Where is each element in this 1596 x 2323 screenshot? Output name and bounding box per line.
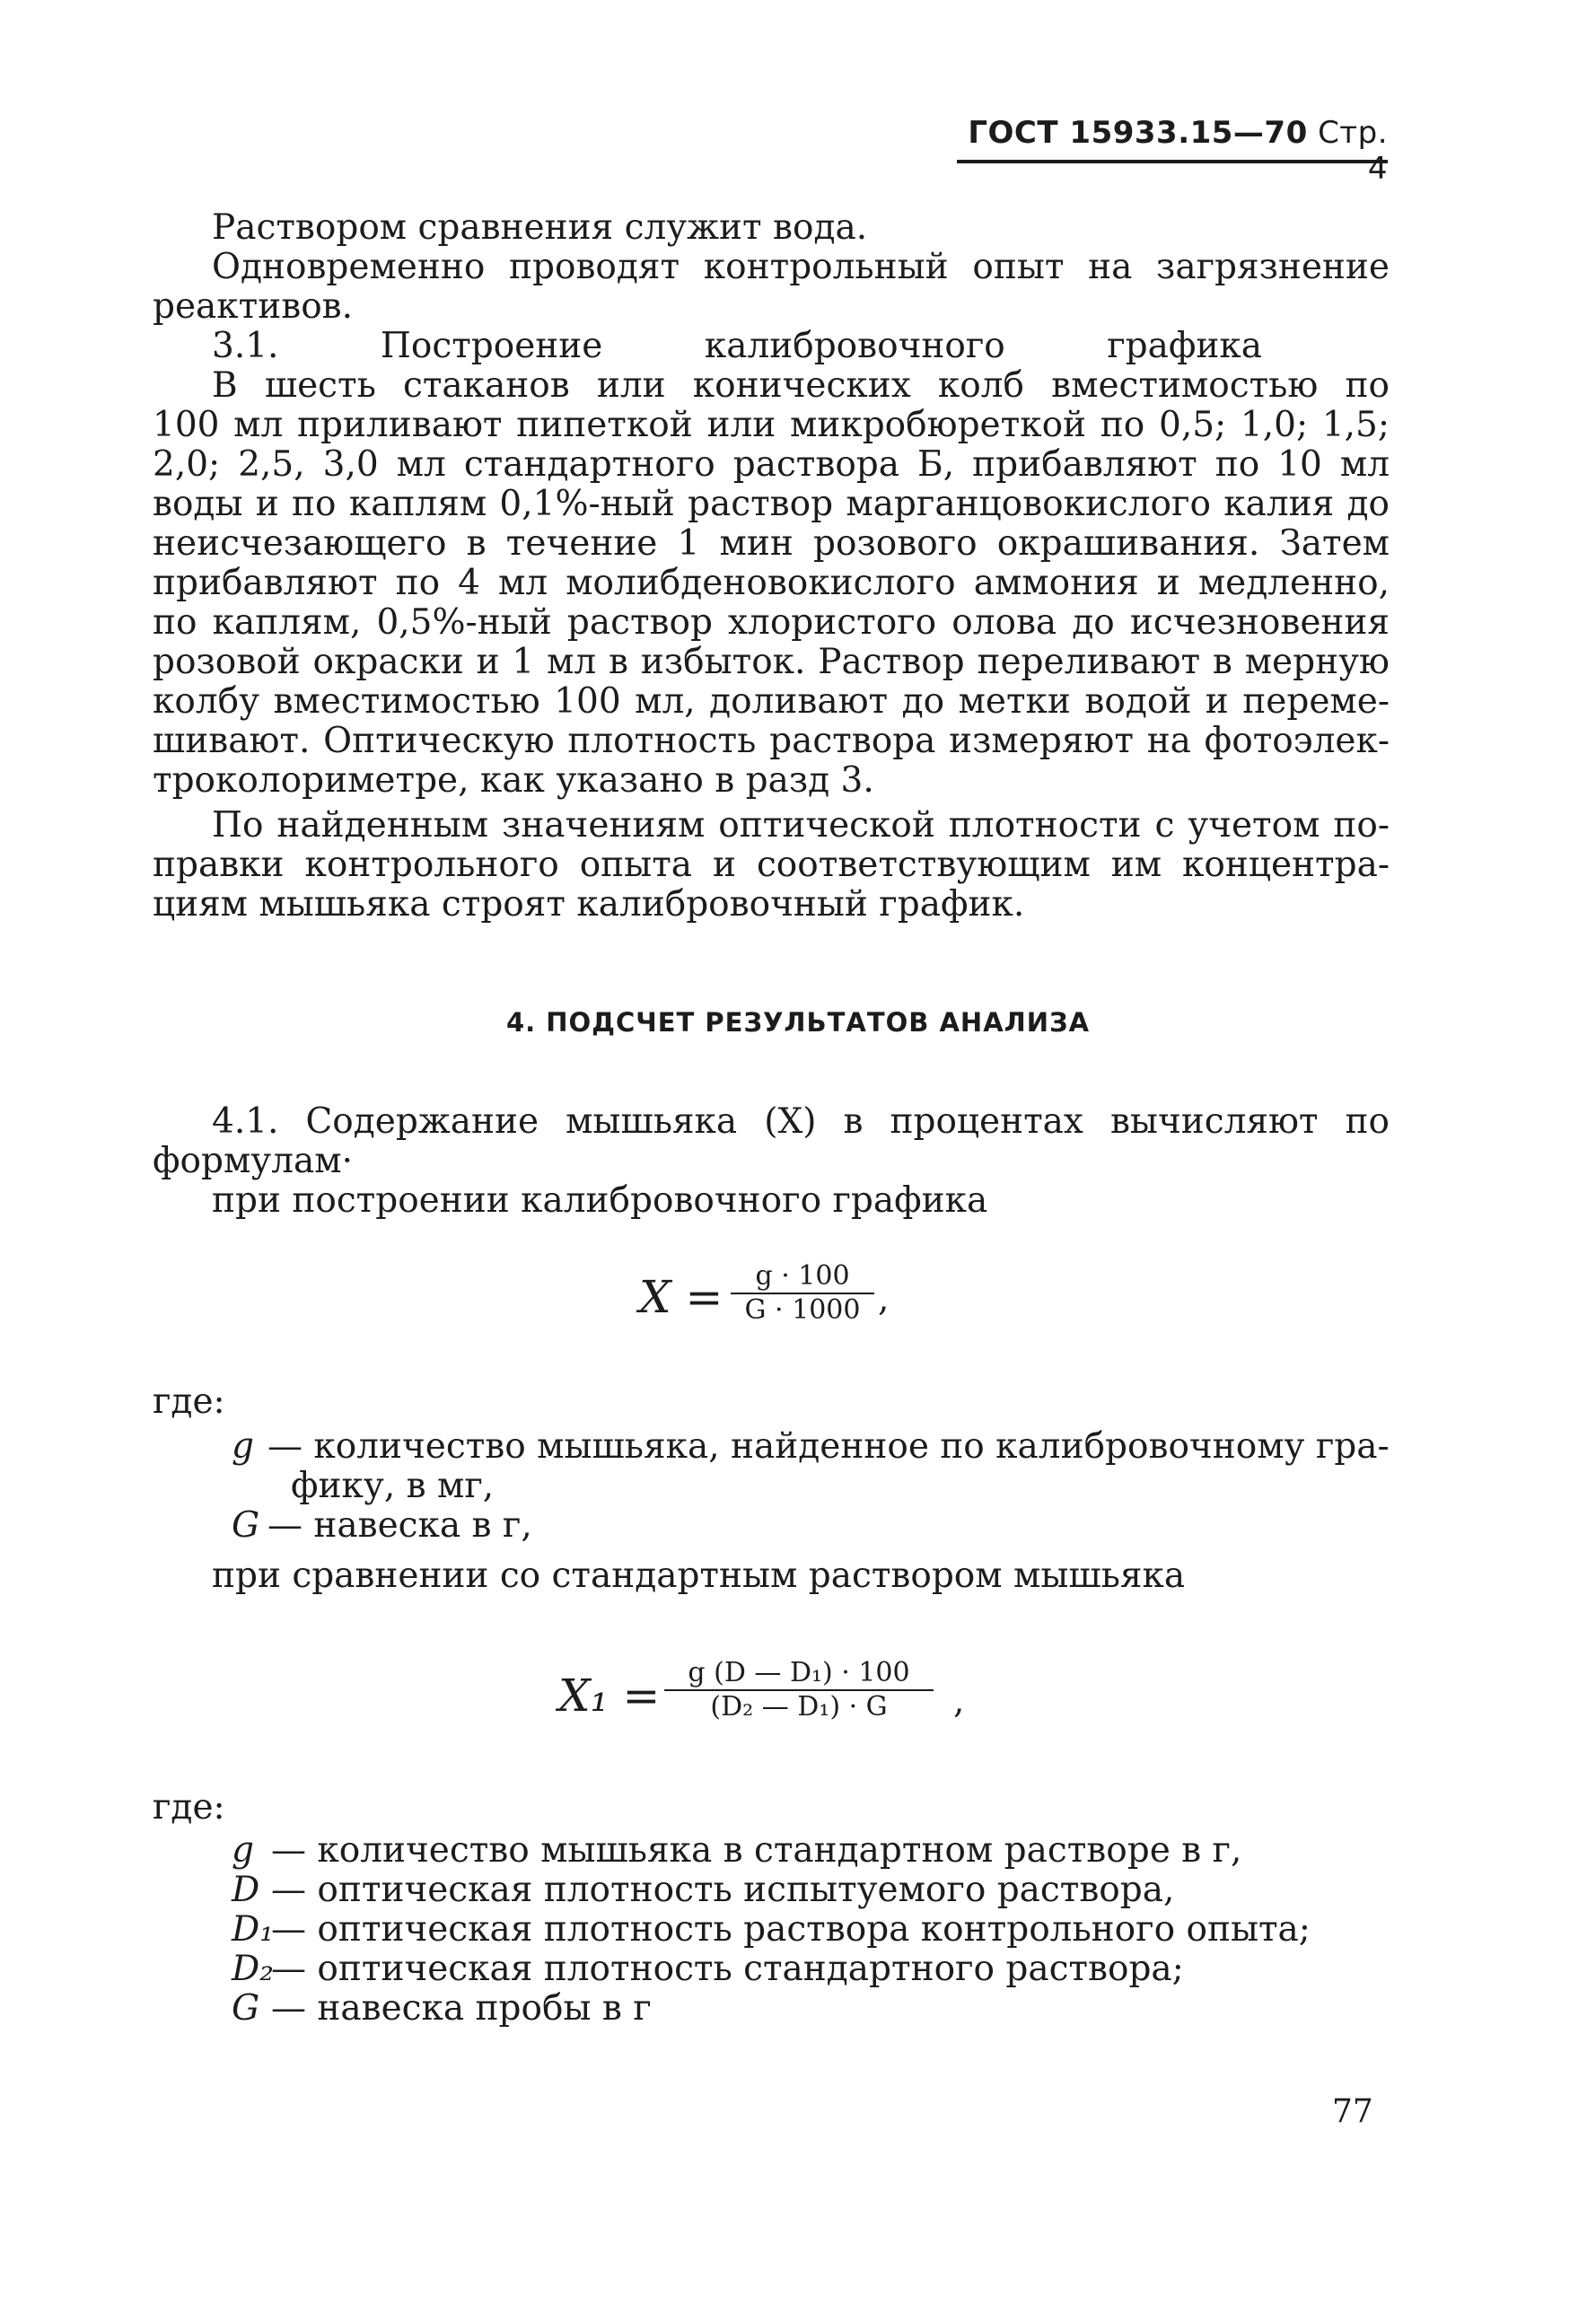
symbol: g (232, 1426, 254, 1467)
text-line: 2,0; 2,5, 3,0 мл стандартного раствора Б, прибавляют по 10 мл (153, 444, 1390, 485)
text-line: колбу вместимостью 100 мл, доливают до метки водой и переме- (153, 681, 1390, 722)
symbol: D₁ (232, 1909, 274, 1950)
definition-item (232, 1427, 1390, 1467)
formula-1 (634, 1253, 921, 1352)
text-line: троколориметре, как указано в разд 3. (153, 760, 874, 801)
text-line: розовой окраски и 1 мл в избыток. Раствор переливают в мерную (153, 642, 1390, 682)
symbol: G (232, 1505, 260, 1546)
symbol: D (232, 1870, 260, 1910)
definition-item (232, 1989, 1390, 2029)
text-line: прибавляют по 4 мл молибденовокислого аммония и медленно, (153, 563, 1390, 603)
page-header (957, 115, 1388, 187)
text-line: По найденным значениям оптической плотности с учетом по- (212, 805, 1390, 846)
section-title: 4. ПОДСЧЕТ РЕЗУЛЬТАТОВ АНАЛИЗА (505, 1007, 1091, 1038)
formula-comma: , (878, 1279, 890, 1319)
formula-lhs: X₁ = (558, 1670, 661, 1722)
formula-2 (558, 1650, 989, 1749)
definition-text: — оптическая плотность стандартного раствора; (271, 1949, 1184, 1989)
fraction (731, 1260, 874, 1327)
definitions-1 (232, 1427, 1390, 1546)
definitions-2 (232, 1831, 1390, 2029)
numerator: g (D — D₁) · 100 (688, 1657, 910, 1688)
text-line: циям мышьяка строят калибровочный график. (153, 884, 1025, 925)
text-line: неисчезающего в течение 1 мин розового окрашивания. Затем (153, 523, 1390, 564)
paragraph-build-graph (153, 806, 1390, 925)
definition-item (232, 1910, 1390, 1950)
standard-code: ГОСТ 15933.15—70 (968, 115, 1308, 151)
definition-item (232, 1871, 1390, 1910)
fraction (664, 1657, 934, 1723)
standard-solution-intro: при сравнении со стандартным раствором мышьяка (212, 1556, 1186, 1596)
where-label: где: (153, 1787, 225, 1828)
definition-item (232, 1506, 1390, 1546)
definition-text: — навеска в г, (267, 1505, 532, 1546)
page-label: Стр. 4 (1318, 115, 1388, 187)
text-line: В шесть стаканов или конических колб вместимостью по (212, 365, 1390, 406)
definition-item (232, 1950, 1390, 1989)
definition-text: — количество мышьяка в стандартном растворе в г, (271, 1830, 1242, 1871)
definition-item (232, 1831, 1390, 1871)
formula-lhs: X = (639, 1271, 723, 1323)
definition-text: фику, в мг, (291, 1466, 495, 1506)
numerator: g · 100 (755, 1260, 850, 1292)
denominator: (D₂ — D₁) · G (710, 1691, 888, 1723)
paragraph-control-line-2: реактивов. (153, 286, 354, 327)
denominator: G · 1000 (744, 1294, 861, 1326)
paragraph-calibration (153, 366, 1390, 801)
text-line: правки контрольного опыта и соответствующим им концентра- (153, 845, 1390, 885)
text-line: шивают. Оптическую плотность раствора измеряют на фотоэлек- (153, 721, 1390, 761)
definition-text: — оптическая плотность испытуемого раствора, (271, 1870, 1175, 1910)
symbol: D₂ (232, 1949, 274, 1989)
symbol: g (232, 1830, 254, 1871)
text-line: 100 мл приливают пипеткой или микробюреткой по 0,5; 1,0; 1,5; (153, 405, 1390, 445)
definition-text: — навеска пробы в г (271, 1988, 652, 2029)
definition-item (232, 1467, 1390, 1506)
subsection-heading-3-1: 3.1. Построение калибровочного графика (212, 326, 1262, 366)
symbol: G (232, 1988, 260, 2029)
paragraph-4-1-line-1: 4.1. Содержание мышьяка (X) в процентах вычисляют по (212, 1101, 1390, 1142)
where-label: где: (153, 1381, 225, 1422)
calibration-intro: при построении калибровочного графика (212, 1180, 988, 1221)
paragraph-control-line-1: Одновременно проводят контрольный опыт на загрязнение (212, 247, 1390, 287)
formula-comma: , (953, 1681, 965, 1722)
paragraph-4-1-line-2: формулам· (153, 1141, 354, 1181)
page-number: 77 (1332, 2093, 1373, 2130)
text-line: по каплям, 0,5%-ный раствор хлористого олова до исчезновения (153, 602, 1390, 643)
definition-text: — оптическая плотность раствора контрольного опыта; (271, 1909, 1311, 1950)
paragraph-reference-solution: Раствором сравнения служит вода. (212, 207, 868, 248)
text-line: воды и по каплям 0,1%-ный раствор марганцовокислого калия до (153, 484, 1390, 524)
definition-text: — количество мышьяка, найденное по калибровочному гра- (267, 1426, 1390, 1467)
